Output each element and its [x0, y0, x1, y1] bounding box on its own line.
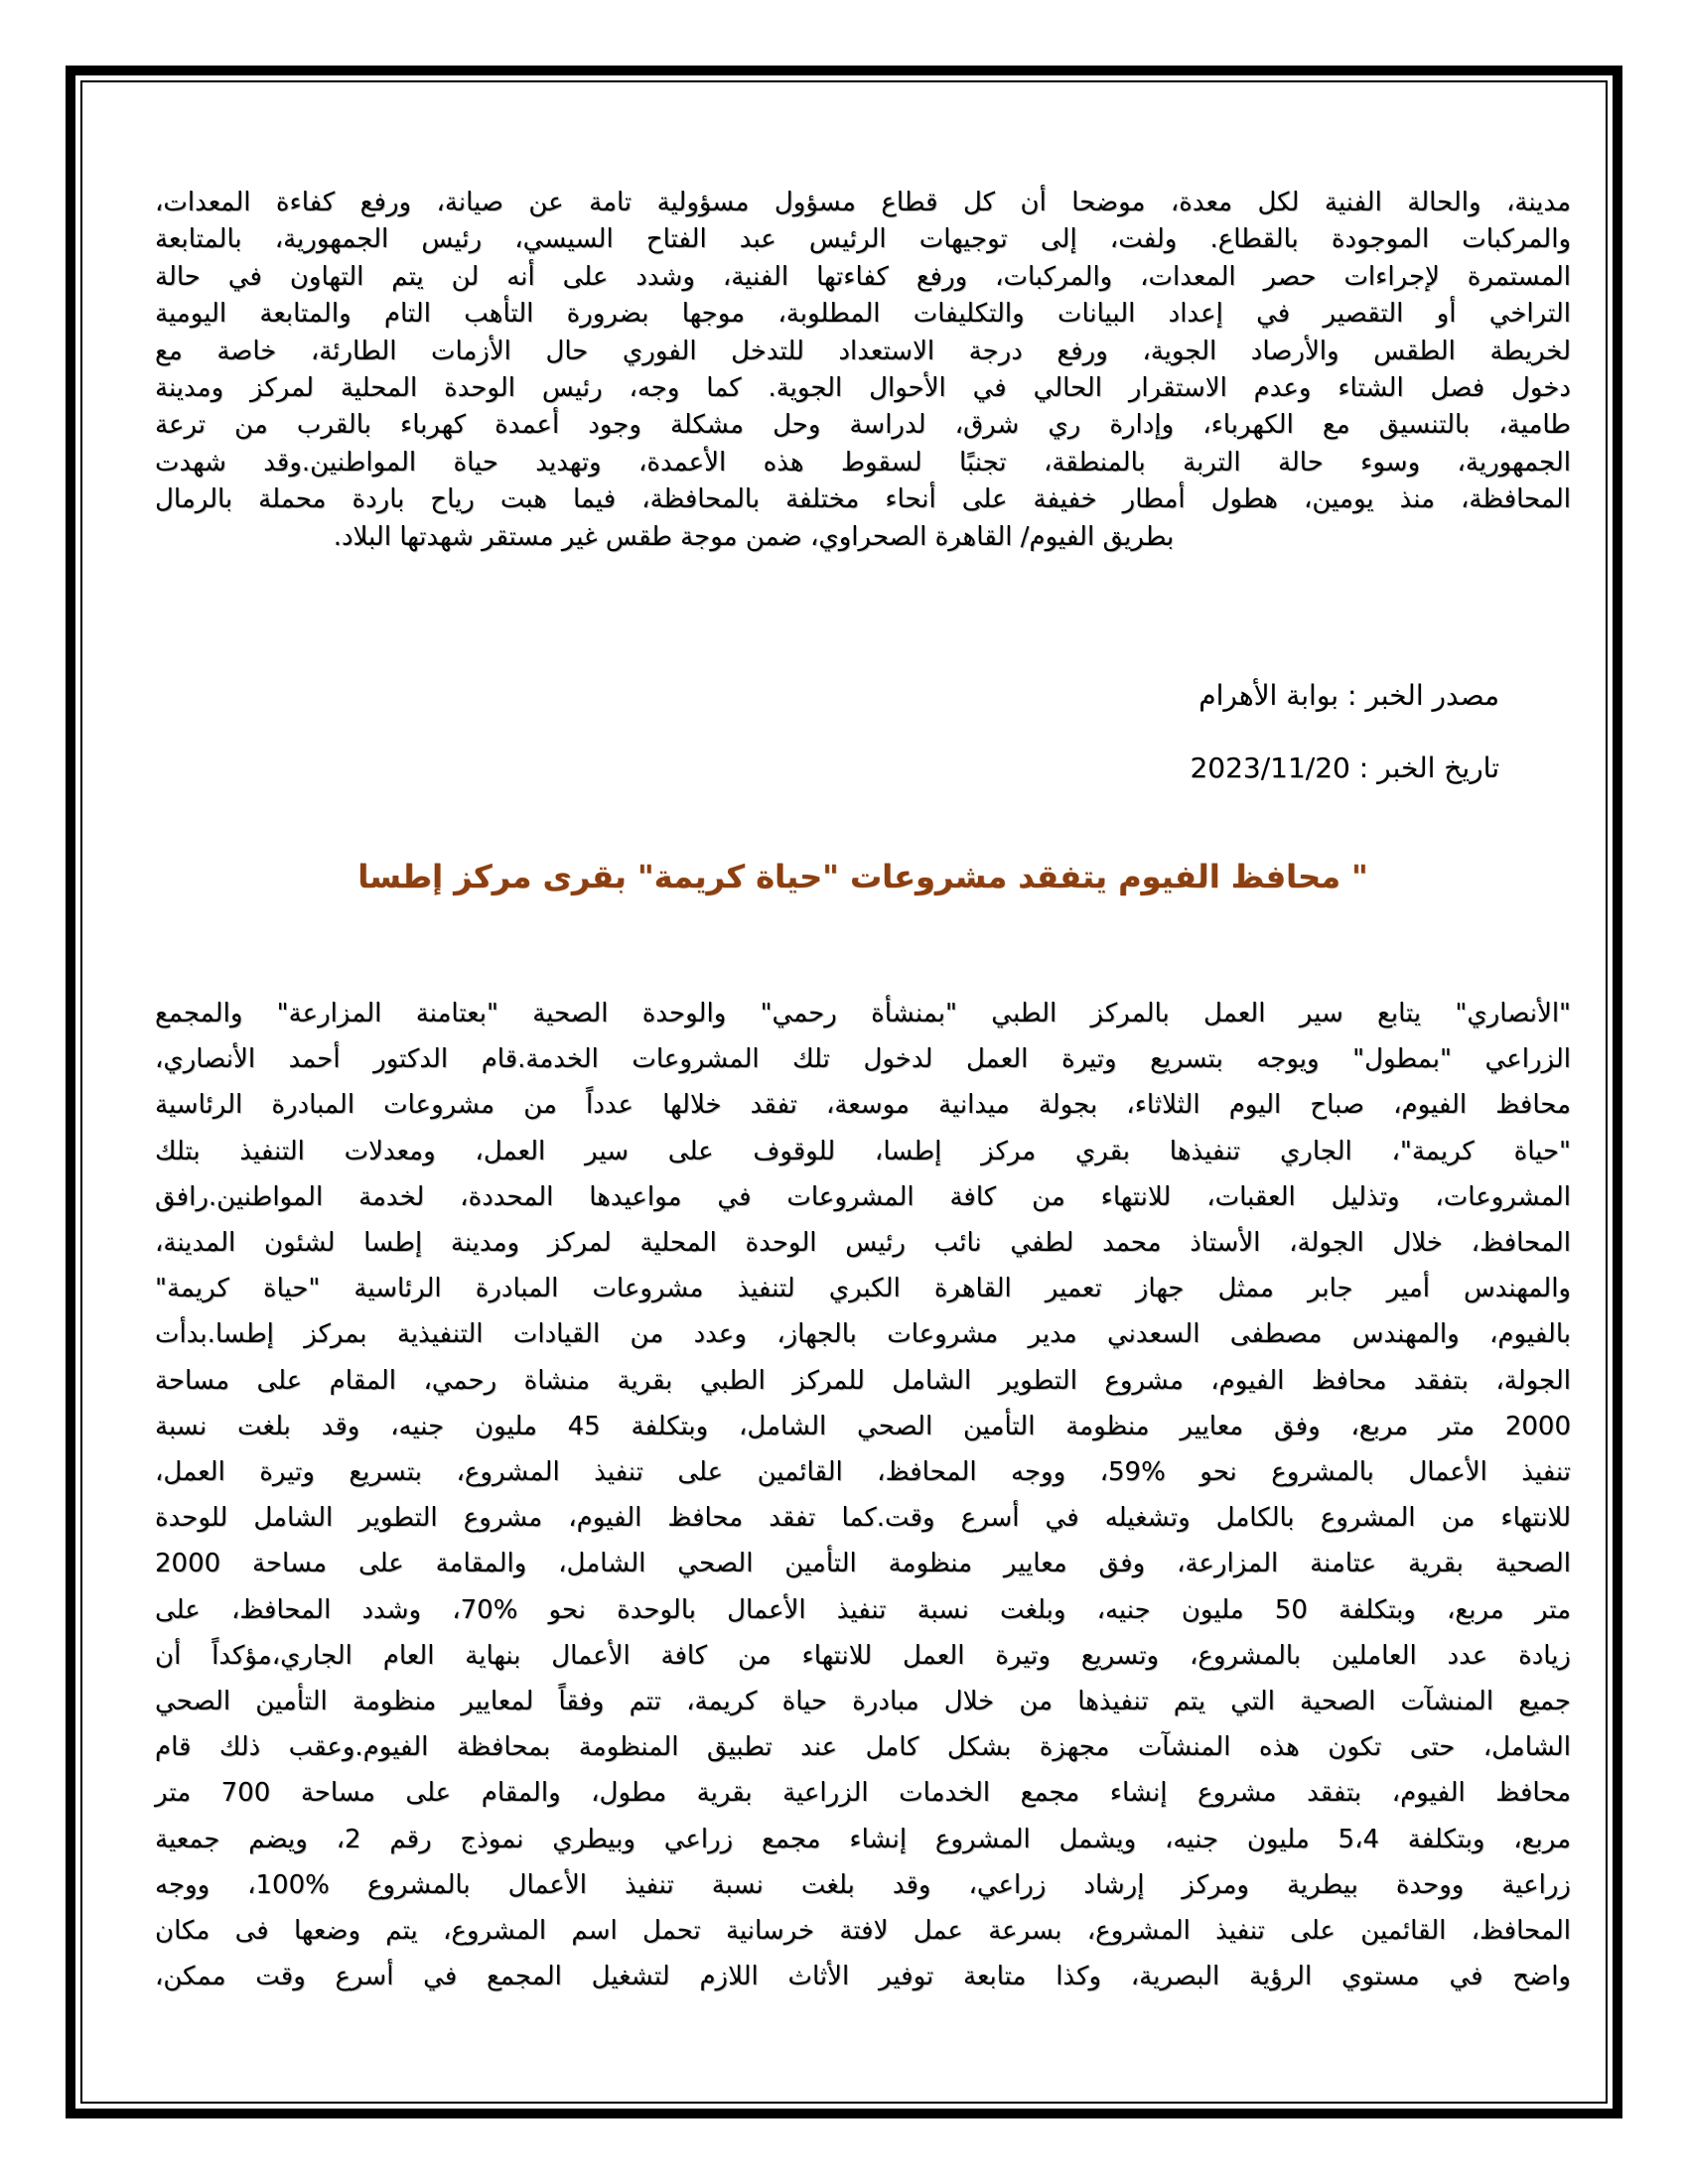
paragraph-line: مدينة، والحالة الفنية لكل معدة، موضحا أن كل قطاع مسؤول مسؤولية تامة عن صيانة، ورفع كفاءة المعدات،	[155, 188, 1571, 217]
paragraph-line: زيادة عدد العاملين بالمشروع، وتسريع وتيرة العمل للانتهاء من كافة الأعمال بنهاية العام الجاري،مؤكداً أن	[155, 1640, 1571, 1671]
paragraph-line: والمهندس أمير جابر ممثل جهاز تعمير القاهرة الكبري لتنفيذ مشروعات المبادرة الرئاسية "حياة كريمة"	[155, 1274, 1571, 1304]
paragraph-line: الشامل، حتى تكون هذه المنشآت مجهزة بشكل كامل عند تطبيق المنظومة بمحافظة الفيوم.وعقب ذلك قام	[155, 1732, 1571, 1763]
paragraph-line: واضح في مستوي الرؤية البصرية، وكذا متابعة توفير الأثاث اللازم لتشغيل المجمع في أسرع وقت ممكن،	[155, 1962, 1571, 1992]
paragraph-line: متر مربع، وبتكلفة 50 مليون جنيه، وبلغت نسبة تنفيذ الأعمال بالوحدة نحو %70، وشدد المحافظ، على	[155, 1594, 1571, 1625]
paragraph-line: المستمرة لإجراءات حصر المعدات، والمركبات، ورفع كفاءتها الفنية، وشدد على أنه لن يتم التهاون في حالة	[155, 261, 1571, 292]
paragraph-line: 2000 متر مربع، وفق معايير منظومة التأمين الصحي الشامل، وبتكلفة 45 مليون جنيه، وقد بلغت نسبة	[155, 1411, 1571, 1441]
paragraph-line: المحافظ، خلال الجولة، الأستاذ محمد لطفي نائب رئيس الوحدة المحلية لمركز ومدينة إطسا لشئون المدينة،	[155, 1228, 1571, 1259]
paragraph-line: جميع المنشآت الصحية التي يتم تنفيذها من خلال مبادرة حياة كريمة، تتم وفقاً لمعايير منظومة التأمين الصحي	[155, 1687, 1571, 1717]
paragraph-line: محافظ الفيوم، صباح اليوم الثلاثاء، بجولة ميدانية موسعة، تفقد خلالها عدداً من مشروعات المبادرة الرئاسية	[155, 1090, 1571, 1121]
governor-tour-paragraph	[155, 991, 1571, 1999]
paragraph-line: الجولة، بتفقد محافظ الفيوم، مشروع التطوير الشامل للمركز الطبي بقرية منشاة رحمي، المقام على مساحة	[155, 1365, 1571, 1396]
paragraph-line: المحافظة، منذ يومين، هطول أمطار خفيفة على أنحاء مختلفة بالمحافظة، فيما هبت رياح باردة محملة بالرمال	[155, 484, 1571, 515]
paragraph-line: دخول فصل الشتاء وعدم الاستقرار الحالي في الأحوال الجوية. كما وجه، رئيس الوحدة المحلية لمركز ومدينة	[155, 373, 1571, 404]
paragraph-line: "حياة كريمة"، الجاري تنفيذها بقري مركز إطسا، للوقوف على سير العمل، ومعدلات التنفيذ بتلك	[155, 1136, 1571, 1166]
paragraph-line: التراخي أو التقصير في إعداد البيانات والتكليفات المطلوبة، موجها بضرورة التأهب التام والمتابعة اليومية	[155, 299, 1571, 330]
paragraph-line: لخريطة الطقس والأرصاد الجوية، ورفع درجة الاستعداد للتدخل الفوري حال الأزمات الطارئة، خاصة مع	[155, 336, 1571, 366]
paragraph-line: الصحية بقرية عتامنة المزارعة، وفق معايير منظومة التأمين الصحي الشامل، والمقامة على مساحة 2000	[155, 1549, 1571, 1579]
paragraph-line: تنفيذ الأعمال بالمشروع نحو %59، ووجه المحافظ، القائمين على تنفيذ المشروع، بتسريع وتيرة العمل،	[155, 1457, 1571, 1488]
paragraph-line: بالفيوم، والمهندس مصطفى السعدني مدير مشروعات بالجهاز، وعدد من القيادات التنفيذية بمركز إطسا.بدأت	[155, 1319, 1571, 1350]
news-source-line	[155, 677, 1571, 714]
news-date-label: تاريخ الخبر :	[1358, 751, 1499, 784]
paragraph-line: مربع، وبتكلفة 5،4 مليون جنيه، ويشمل المشروع إنشاء مجمع زراعي وبيطري نموذج رقم 2، ويضم جمعية	[155, 1824, 1572, 1854]
paragraph-line: المحافظ، القائمين على تنفيذ المشروع، بسرعة عمل لافتة خرسانية تحمل اسم المشروع، يتم وضعها فى مكان	[155, 1916, 1571, 1947]
paragraph-line: الزراعي "بمطول" ويوجه بتسريع وتيرة العمل لدخول تلك المشروعات الخدمة.قام الدكتور أحمد الأنصاري،	[155, 1044, 1571, 1075]
paragraph-line: محافظ الفيوم، بتفقد مشروع إنشاء مجمع الخدمات الزراعية بقرية مطول، والمقام على مساحة 700 متر	[155, 1778, 1572, 1809]
news-source-label: مصدر الخبر :	[1346, 679, 1499, 712]
paragraph-line: والمركبات الموجودة بالقطاع. ولفت، إلى توجيهات الرئيس عبد الفتاح السيسي، رئيس الجمهورية، بالمتابعة	[155, 224, 1571, 255]
paragraph-line: المشروعات، وتذليل العقبات، للانتهاء من كافة المشروعات في مواعيدها المحددة، لخدمة المواطنين.رافق	[155, 1181, 1571, 1212]
page-content	[155, 0, 1571, 2184]
paragraph-line: "الأنصاري" يتابع سير العمل بالمركز الطبي "بمنشأة رحمي" والوحدة الصحية "بعتامنة المزارعة" والمجمع	[155, 999, 1571, 1028]
paragraph-line: زراعية ووحدة بيطرية ومركز إرشاد زراعي، وقد بلغت نسبة تنفيذ الأعمال بالمشروع %100، ووجه	[155, 1869, 1571, 1900]
news-date-value: 2023/11/20	[1190, 751, 1350, 784]
news-date-line	[155, 750, 1571, 786]
paragraph-line: الجمهورية، وسوء حالة التربة بالمنطقة، تجنبًا لسقوط هذه الأعمدة، وتهديد حياة المواطنين.وقد شهدت	[155, 447, 1571, 478]
paragraph-line: طامية، بالتنسيق مع الكهرباء، وإدارة ري شرق، لدراسة وحل مشكلة وجود أعمدة كهرباء بالقرب من ترعة	[155, 410, 1571, 441]
paragraph-line: للانتهاء من المشروع بالكامل وتشغيله في أسرع وقت.كما تفقد محافظ الفيوم، مشروع التطوير الشامل للوحدة	[155, 1503, 1571, 1534]
article-heading: " محافظ الفيوم يتفقد مشروعات "حياة كريمة" بقرى مركز إطسا	[357, 858, 1368, 895]
paragraph-line: بطريق الفيوم/ القاهرة الصحراوي، ضمن موجة طقس غير مستقر شهدتها البلاد.	[333, 521, 1175, 552]
news-source-value: بوابة الأهرام	[1198, 679, 1339, 712]
weather-news-paragraph	[155, 185, 1571, 556]
